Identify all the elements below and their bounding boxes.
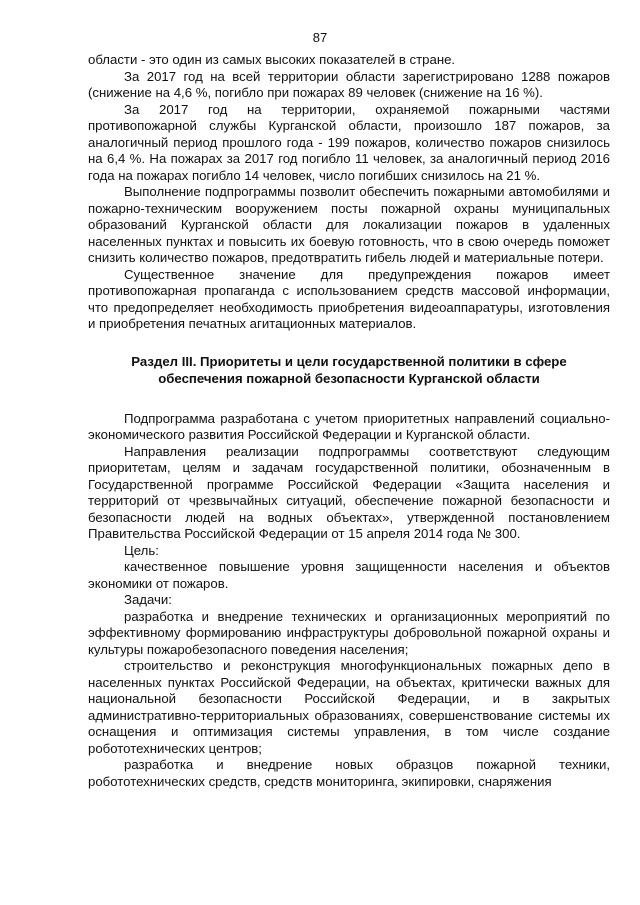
paragraph: Существенное значение для предупреждения пожаров имеет противопожарная пропаганда с использованием средств массовой информации, что предопределяет необходимость приобретения видеоаппаратуры, изготовления и приобретения печатных агитационных материалов.	[88, 266, 610, 331]
paragraph: За 2017 год на территории, охраняемой пожарными частями противопожарной службы Курганской области, произошло 187 пожаров, за аналогичный период прошлого года - 199 пожаров, количество пожаров снизилось на 6,4 %. На пожарах за 2017 год погибло 11 человек, за аналогичный период 2016 года на пожарах погибло 14 человек, число погибших снизилось на 21 %.	[88, 101, 610, 183]
section-heading	[88, 353, 610, 387]
document-body	[88, 52, 610, 790]
paragraph: качественное повышение уровня защищенности населения и объектов экономики от пожаров.	[88, 559, 610, 591]
tasks-label: Задачи:	[124, 592, 172, 607]
paragraph: Направления реализации подпрограммы соответствуют следующим приоритетам, целям и задачам государственной политики, обозначенным в Государственной программе Российской Федерации «Защита населения и территорий от чрезвычайных ситуаций, обеспечение пожарной безопасности и безопасности людей на водных объектах», утвержденной постановлением Правительства Российской Федерации от 15 апреля 2014 года № 300.	[88, 443, 610, 541]
task-item: строительство и реконструкция многофункциональных пожарных депо в населенных пунктах Российской Федерации, на объектах, критически важных для национальной безопасности Российской Федерации, и в закрытых административно-территориальных образованиях, совершенствование системы их оснащения и оптимизация системы управления, в том числе создание робототехнических центров;	[88, 658, 610, 756]
task-item: разработка и внедрение технических и организационных мероприятий по эффективному формированию инфраструктуры добровольной пожарной охраны и культуры пожаробезопасного поведения населения;	[88, 608, 610, 657]
paragraph: Выполнение подпрограммы позволит обеспечить пожарными автомобилями и пожарно-техническим вооружением посты пожарной охраны муниципальных образований Курганской области для локализации пожаров в удаленных населенных пунктах и повысить их боевую готовность, что в свою очередь поможет снизить количество пожаров, предотвратить гибель людей и материальные потери.	[88, 184, 610, 265]
section-heading-line: обеспечения пожарной безопасности Курганской области	[158, 370, 540, 386]
task-item: разработка и внедрение новых образцов пожарной техники, робототехнических средств, средств мониторинга, экипировки, снаряжения	[88, 757, 610, 789]
paragraph: Подпрограмма разработана с учетом приоритетных направлений социально-экономического развития Российской Федерации и Курганской области.	[88, 410, 610, 442]
goal-label: Цель:	[124, 542, 159, 558]
page-number: 87	[312, 30, 328, 45]
section-heading-line: Раздел III. Приоритеты и цели государственной политики в сфере	[131, 353, 567, 369]
paragraph: За 2017 год на всей территории области зарегистрировано 1288 пожаров (снижение на 4,6 %, погибло при пожарах 89 человек (снижение на 16 %).	[88, 68, 610, 100]
paragraph: области - это один из самых высоких показателей в стране.	[88, 52, 456, 67]
